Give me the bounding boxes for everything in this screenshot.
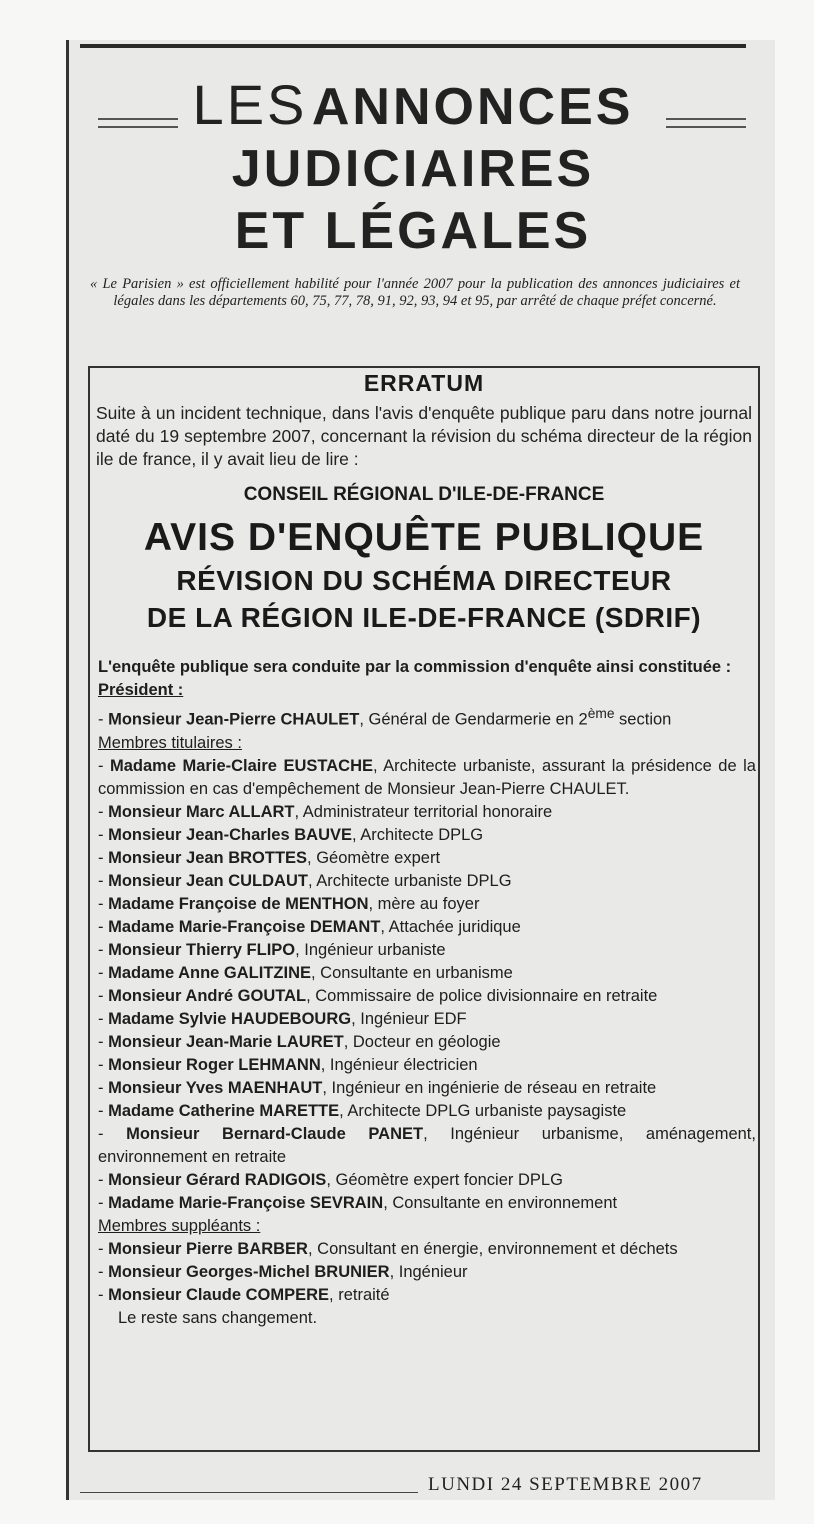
member-role: , Docteur en géologie bbox=[343, 1032, 501, 1051]
item-prefix: - bbox=[98, 756, 110, 775]
president-name: Monsieur Jean-Pierre CHAULET bbox=[108, 710, 360, 729]
item-prefix: - bbox=[98, 1055, 109, 1074]
suppleants-list bbox=[98, 1238, 756, 1307]
item-prefix: - bbox=[98, 1078, 109, 1097]
member-name: Monsieur Pierre BARBER bbox=[108, 1239, 308, 1258]
member-item bbox=[98, 1261, 756, 1284]
member-role: , Consultante en environnement bbox=[383, 1193, 618, 1212]
member-role: , Ingénieur urbaniste bbox=[295, 940, 446, 959]
top-rule bbox=[80, 44, 746, 48]
erratum-title: ERRATUM bbox=[363, 370, 485, 396]
member-name: Monsieur Jean-Charles BAUVE bbox=[108, 825, 352, 844]
masthead-annonces: ANNONCES bbox=[311, 78, 634, 136]
item-prefix: - bbox=[98, 848, 109, 867]
member-role: , Commissaire de police divisionnaire en retraite bbox=[306, 986, 658, 1005]
member-name: Monsieur Thierry FLIPO bbox=[108, 940, 296, 959]
member-item bbox=[98, 1054, 756, 1077]
item-prefix: - bbox=[98, 940, 109, 959]
member-name: Monsieur Marc ALLART bbox=[108, 802, 295, 821]
member-item bbox=[98, 1008, 756, 1031]
member-role: , Attachée juridique bbox=[380, 917, 521, 936]
president-heading: Président : bbox=[98, 681, 184, 699]
member-role: , Architecte DPLG urbaniste paysagiste bbox=[339, 1101, 627, 1120]
member-role: , Architecte DPLG bbox=[352, 825, 484, 844]
item-prefix: - bbox=[98, 1285, 109, 1304]
president-role: , Général de Gendarmerie en 2 bbox=[359, 710, 588, 729]
titulaires-heading: Membres titulaires : bbox=[98, 733, 242, 752]
member-name: Monsieur André GOUTAL bbox=[108, 986, 307, 1005]
item-prefix: - bbox=[98, 871, 109, 890]
member-name: Madame Marie-Françoise SEVRAIN bbox=[108, 1193, 384, 1212]
footer-rule bbox=[80, 1492, 418, 1493]
titulaires-list bbox=[98, 755, 756, 1215]
member-role: , Ingénieur en ingénierie de réseau en retraite bbox=[322, 1078, 657, 1097]
member-item bbox=[98, 1031, 756, 1054]
item-prefix: - bbox=[98, 802, 109, 821]
suppleants-heading: Membres suppléants : bbox=[98, 1216, 261, 1235]
member-name: Monsieur Bernard-Claude PANET bbox=[126, 1124, 424, 1143]
member-name: Monsieur Gérard RADIGOIS bbox=[108, 1170, 327, 1189]
member-role: , Géomètre expert bbox=[307, 848, 441, 867]
revision-line-1: RÉVISION DU SCHÉMA DIRECTEUR bbox=[176, 565, 672, 596]
item-prefix: - bbox=[98, 825, 109, 844]
member-item bbox=[98, 1077, 756, 1100]
item-prefix: - bbox=[98, 986, 109, 1005]
item-prefix: - bbox=[98, 1239, 109, 1258]
revision-heading bbox=[88, 562, 760, 636]
member-name: Madame Marie-Françoise DEMANT bbox=[108, 917, 381, 936]
member-name: Monsieur Roger LEHMANN bbox=[108, 1055, 321, 1074]
member-item bbox=[98, 1169, 756, 1192]
item-prefix: - bbox=[98, 710, 109, 729]
member-item bbox=[98, 1284, 756, 1307]
item-prefix: - bbox=[98, 963, 109, 982]
member-item bbox=[98, 1123, 756, 1169]
member-name: Monsieur Yves MAENHAUT bbox=[108, 1078, 323, 1097]
member-role: , Ingénieur bbox=[389, 1262, 468, 1281]
member-role: , Architecte urbaniste DPLG bbox=[307, 871, 512, 890]
member-role: , Ingénieur urbanisme, aménagement, environnement en retraite bbox=[98, 1124, 756, 1166]
lead-paragraph: L'enquête publique sera conduite par la commission d'enquête ainsi constituée : bbox=[98, 658, 732, 676]
member-role: , Consultante en urbanisme bbox=[311, 963, 513, 982]
masthead-line-3: ET LÉGALES bbox=[234, 202, 592, 260]
member-role: , Ingénieur EDF bbox=[351, 1009, 467, 1028]
president-item bbox=[98, 702, 756, 732]
item-prefix: - bbox=[98, 1032, 109, 1051]
president-role-sup: ème bbox=[587, 706, 615, 721]
member-name: Madame Marie-Claire EUSTACHE bbox=[110, 756, 373, 775]
member-name: Monsieur Jean BROTTES bbox=[108, 848, 308, 867]
president-role-end: section bbox=[614, 710, 672, 729]
member-item bbox=[98, 985, 756, 1008]
item-prefix: - bbox=[98, 1193, 109, 1212]
member-role: , retraité bbox=[329, 1285, 390, 1304]
masthead-rule-left bbox=[98, 118, 178, 128]
intro-text: « Le Parisien » est officiellement habilité pour l'année 2007 pour la publication des annonces judiciaires et légales dans les départements 60, 75, 77, 78, 91, 92, 93, 94 et 95, par arrêté de chaque préfet concerné. bbox=[90, 276, 740, 309]
member-item bbox=[98, 1100, 756, 1123]
member-role: , Consultant en énergie, environnement et déchets bbox=[307, 1239, 678, 1258]
conseil-heading: CONSEIL RÉGIONAL D'ILE-DE-FRANCE bbox=[243, 484, 605, 505]
masthead bbox=[80, 72, 746, 262]
notice-body bbox=[98, 656, 756, 1330]
item-prefix: - bbox=[98, 1124, 127, 1143]
member-item bbox=[98, 847, 756, 870]
item-prefix: - bbox=[98, 1170, 109, 1189]
member-role: , Administrateur territorial honoraire bbox=[294, 802, 553, 821]
member-role: , mère au foyer bbox=[368, 894, 480, 913]
member-name: Madame Catherine MARETTE bbox=[108, 1101, 340, 1120]
member-item bbox=[98, 870, 756, 893]
item-prefix: - bbox=[98, 894, 109, 913]
item-prefix: - bbox=[98, 1101, 109, 1120]
masthead-rule-right bbox=[666, 118, 746, 128]
masthead-line-1 bbox=[80, 72, 746, 138]
member-role: , Ingénieur électricien bbox=[320, 1055, 478, 1074]
member-item bbox=[98, 893, 756, 916]
member-item bbox=[98, 801, 756, 824]
member-role: , Architecte urbaniste, assurant la présidence de la commission en cas d'empêchement de Monsieur Jean-Pierre CHAULET. bbox=[98, 756, 756, 798]
member-name: Madame Françoise de MENTHON bbox=[108, 894, 369, 913]
erratum-body: Suite à un incident technique, dans l'avis d'enquête publique paru dans notre journal daté du 19 septembre 2007, concernant la révision du schéma directeur de la région ile de france, il y avait lieu de lire : bbox=[96, 403, 752, 469]
item-prefix: - bbox=[98, 1009, 109, 1028]
member-item bbox=[98, 755, 756, 801]
item-prefix: - bbox=[98, 917, 109, 936]
footer-date: LUNDI 24 SEPTEMBRE 2007 bbox=[428, 1474, 703, 1495]
member-name: Monsieur Claude COMPERE bbox=[108, 1285, 330, 1304]
member-name: Madame Anne GALITZINE bbox=[108, 963, 312, 982]
member-name: Monsieur Jean-Marie LAURET bbox=[108, 1032, 344, 1051]
member-name: Monsieur Georges-Michel BRUNIER bbox=[108, 1262, 390, 1281]
closing-text: Le reste sans changement. bbox=[118, 1308, 318, 1327]
member-name: Monsieur Jean CULDAUT bbox=[108, 871, 308, 890]
revision-line-2: DE LA RÉGION ILE-DE-FRANCE (SDRIF) bbox=[146, 602, 702, 633]
member-item bbox=[98, 939, 756, 962]
member-item bbox=[98, 1192, 756, 1215]
member-item bbox=[98, 824, 756, 847]
member-item bbox=[98, 962, 756, 985]
member-item bbox=[98, 916, 756, 939]
member-name: Madame Sylvie HAUDEBOURG bbox=[108, 1009, 352, 1028]
member-item bbox=[98, 1238, 756, 1261]
avis-heading: AVIS D'ENQUÊTE PUBLIQUE bbox=[143, 516, 705, 559]
masthead-les: LES bbox=[192, 73, 308, 136]
item-prefix: - bbox=[98, 1262, 109, 1281]
masthead-line-2: JUDICIAIRES bbox=[231, 140, 595, 198]
member-role: , Géomètre expert foncier DPLG bbox=[326, 1170, 563, 1189]
